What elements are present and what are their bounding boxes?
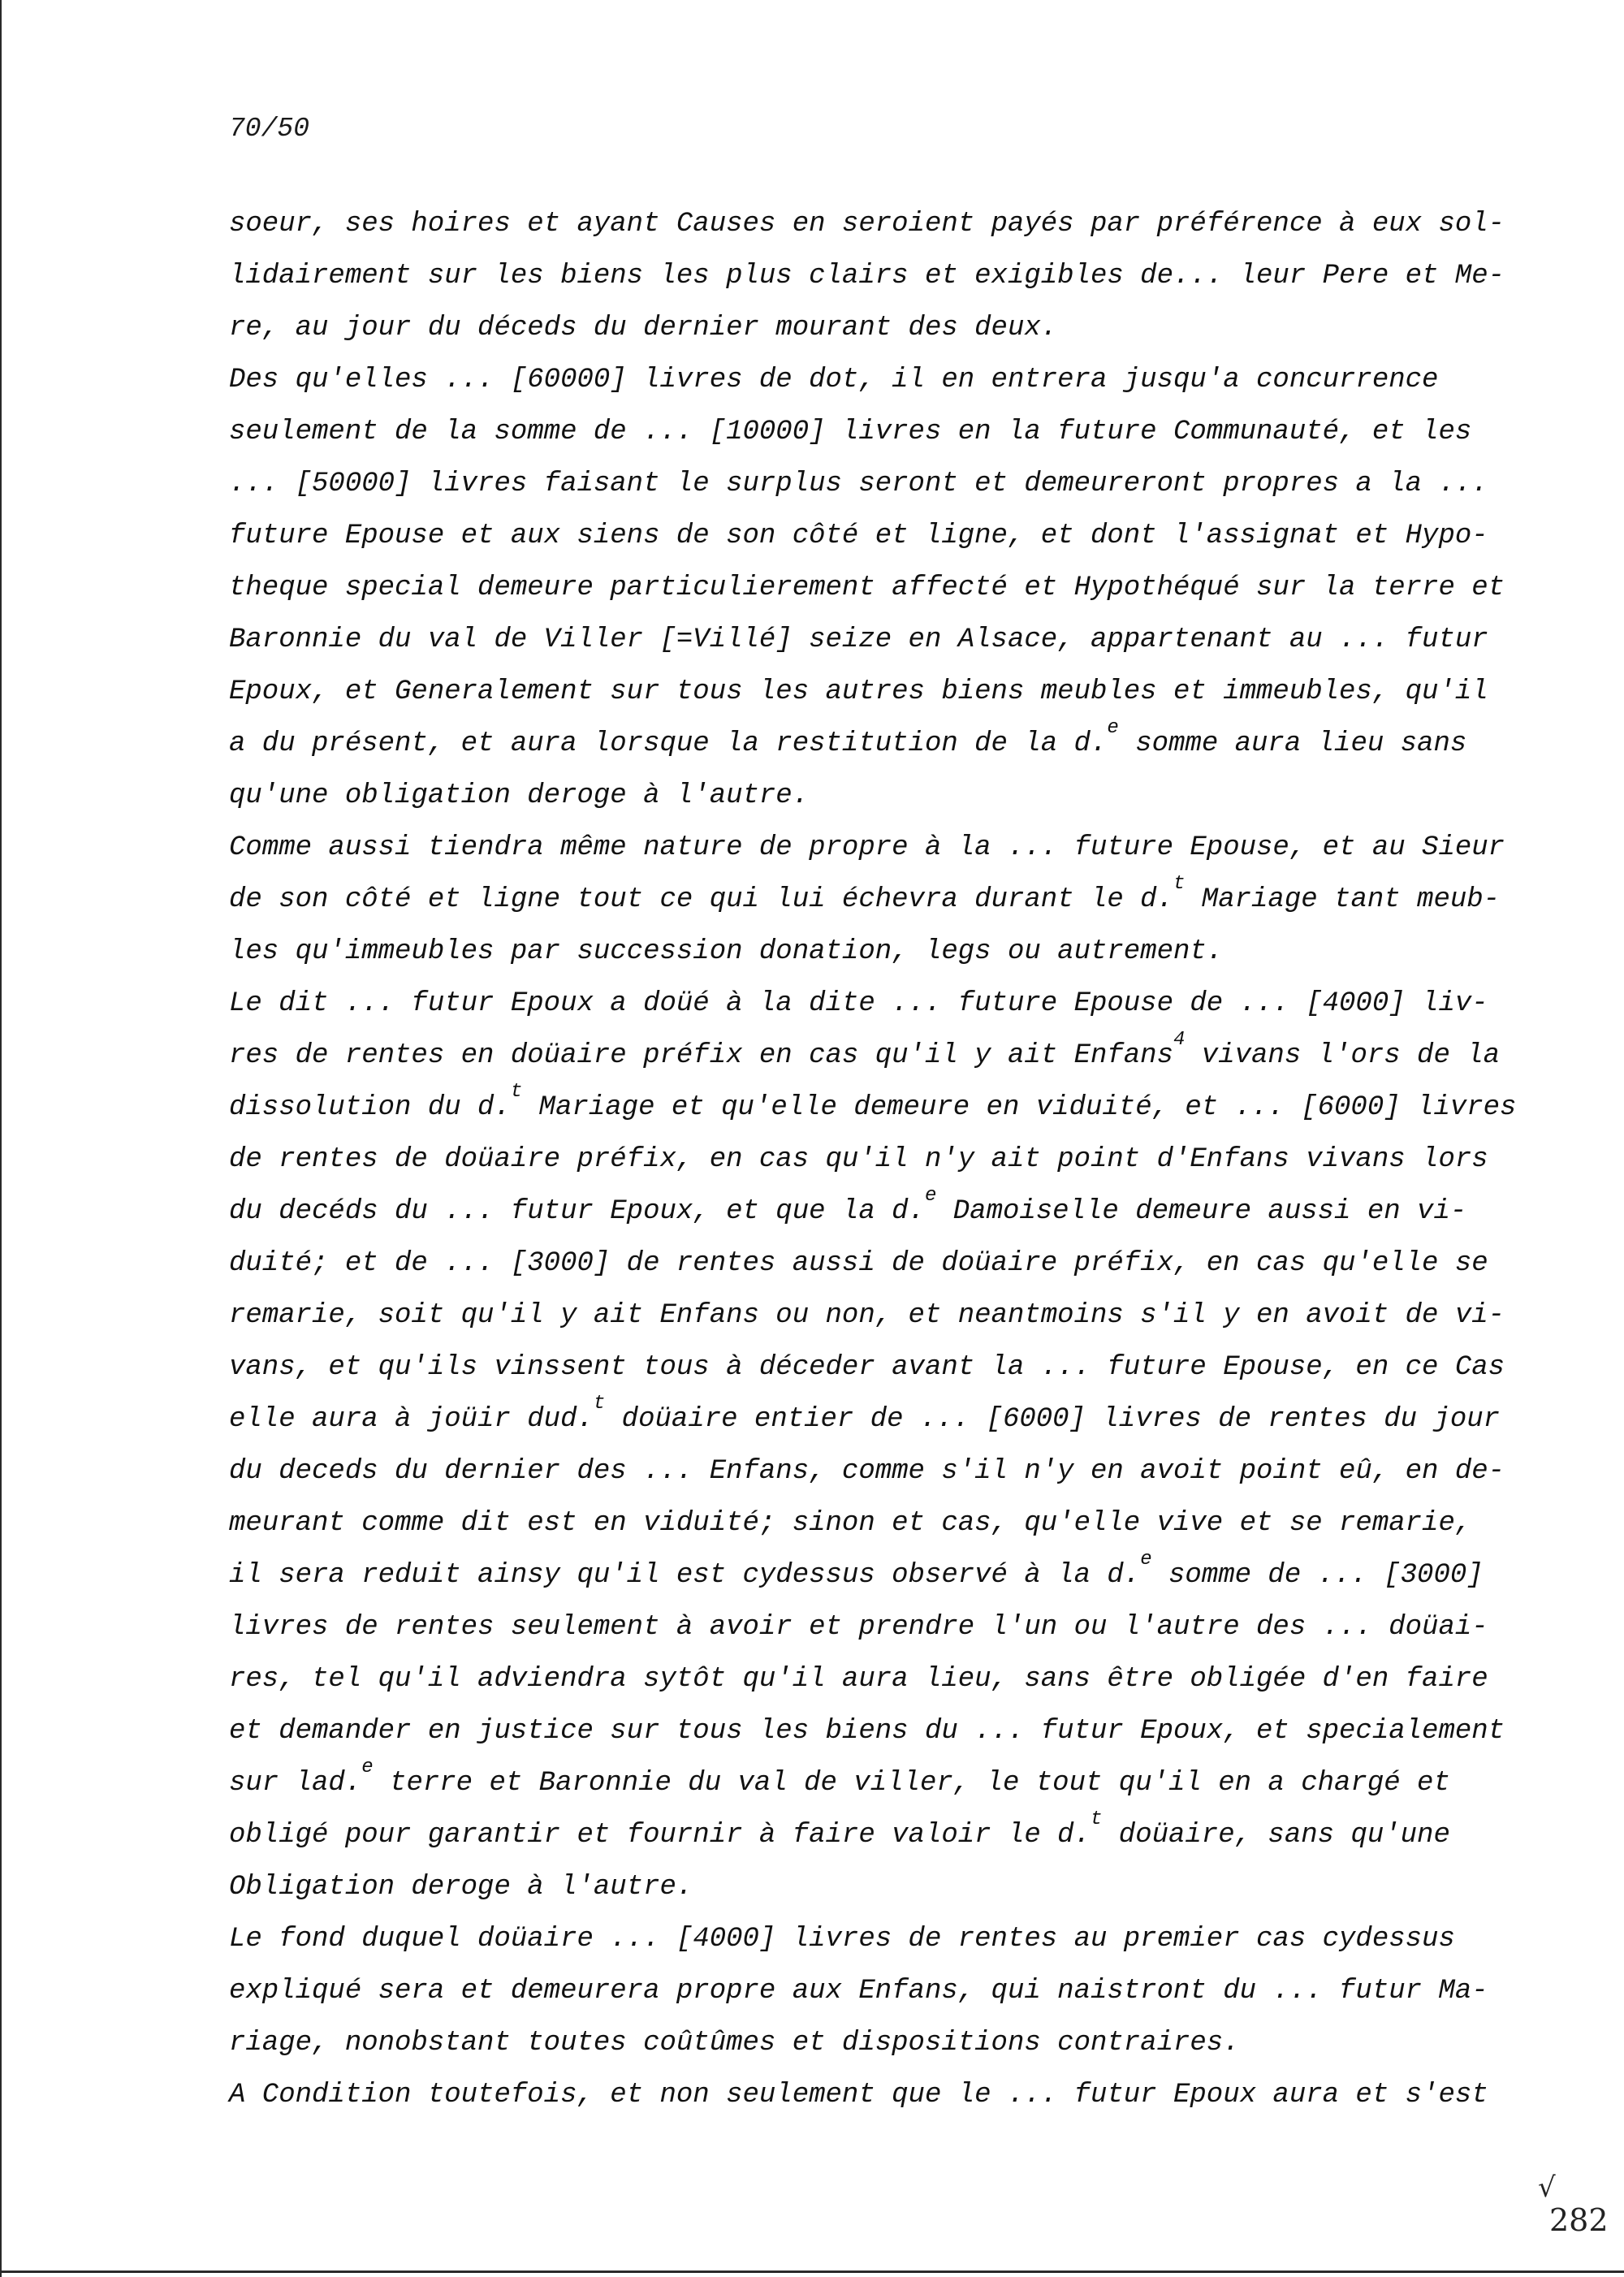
line-segment: doüaire entier de ... [6000] livres de rentes du jour <box>605 1404 1501 1435</box>
line-segment: qu'une obligation deroge à l'autre. <box>229 780 810 811</box>
text-line <box>229 1186 1528 1238</box>
superscript-abbreviation: t <box>1090 1808 1103 1830</box>
text-line <box>229 1030 1528 1082</box>
text-line <box>229 770 1528 822</box>
line-segment: les qu'immeubles par succession donation, legs ou autrement. <box>229 936 1224 967</box>
line-segment: Epoux, et Generalement sur tous les autres biens meubles et immeubles, qu'il <box>229 676 1488 707</box>
superscript-abbreviation: e <box>361 1756 374 1778</box>
text-line <box>229 1861 1528 1913</box>
text-line <box>229 1082 1528 1134</box>
text-line <box>229 2069 1528 2121</box>
text-line <box>229 1601 1528 1653</box>
line-segment: du deceds du dernier des ... Enfans, comme s'il n'y en avoit point eû, en de- <box>229 1456 1505 1487</box>
text-line <box>229 1445 1528 1497</box>
text-line <box>229 1965 1528 2017</box>
text-line <box>229 302 1528 354</box>
text-line <box>229 1913 1528 1965</box>
line-segment: Le fond duquel doüaire ... [4000] livres de rentes au premier cas cydessus <box>229 1924 1455 1955</box>
text-line <box>229 614 1528 666</box>
text-line <box>229 666 1528 718</box>
line-segment: dissolution du d. <box>229 1092 511 1123</box>
line-segment: Damoiselle demeure aussi en vi- <box>936 1196 1467 1227</box>
text-line <box>229 1290 1528 1342</box>
text-line <box>229 198 1528 250</box>
line-segment: res, tel qu'il adviendra sytôt qu'il aura lieu, sans être obligée d'en faire <box>229 1664 1488 1695</box>
superscript-abbreviation: e <box>1140 1549 1152 1571</box>
transcription-body <box>229 198 1528 2121</box>
text-line <box>229 1653 1528 1705</box>
line-segment: de son côté et ligne tout ce qui lui échevra durant le d. <box>229 884 1173 915</box>
line-segment: a du présent, et aura lorsque la restitution de la d. <box>229 728 1108 759</box>
text-line <box>229 1809 1528 1861</box>
line-segment: ... [50000] livres faisant le surplus seront et demeureront propres a la ... <box>229 469 1488 499</box>
archive-folio-number: 282 <box>1549 2202 1609 2238</box>
page-bottom-edge <box>2 2271 1624 2273</box>
line-segment: et demander en justice sur tous les biens du ... futur Epoux, et specialement <box>229 1716 1505 1747</box>
line-segment: res de rentes en doüaire préfix en cas qu'il y ait Enfans <box>229 1040 1173 1071</box>
line-segment: duité; et de ... [3000] de rentes aussi de doüaire préfix, en cas qu'elle se <box>229 1248 1488 1279</box>
superscript-abbreviation: 4 <box>1173 1029 1186 1051</box>
line-segment: vans, et qu'ils vinssent tous à déceder avant la ... future Epouse, en ce Cas <box>229 1352 1505 1383</box>
line-segment: Obligation deroge à l'autre. <box>229 1872 693 1903</box>
line-segment: A Condition toutefois, et non seulement que le ... futur Epoux aura et s'est <box>229 2080 1488 2111</box>
line-segment: lidairement sur les biens les plus clairs et exigibles de... leur Pere et Me- <box>229 261 1505 292</box>
line-segment: vivans l'ors de la <box>1185 1040 1501 1071</box>
superscript-abbreviation: t <box>510 1081 523 1103</box>
text-line <box>229 510 1528 562</box>
line-segment: Comme aussi tiendra même nature de propre à la ... future Epouse, et au Sieur <box>229 832 1505 863</box>
text-line <box>229 926 1528 978</box>
line-segment: expliqué sera et demeurera propre aux Enfans, qui naistront du ... futur Ma- <box>229 1976 1488 2007</box>
line-segment: soeur, ses hoires et ayant Causes en seroient payés par préférence à eux sol- <box>229 209 1505 240</box>
page-number: 70/50 <box>229 114 310 144</box>
check-mark-icon: √ <box>1538 2171 1556 2204</box>
line-segment: remarie, soit qu'il y ait Enfans ou non, et neantmoins s'il y en avoit de vi- <box>229 1300 1505 1331</box>
line-segment: future Epouse et aux siens de son côté et ligne, et dont l'assignat et Hypo- <box>229 521 1488 551</box>
line-segment: il sera reduit ainsy qu'il est cydessus observé à la d. <box>229 1560 1141 1591</box>
line-segment: sur lad. <box>229 1768 362 1799</box>
text-line <box>229 354 1528 406</box>
superscript-abbreviation: t <box>593 1393 606 1415</box>
text-line <box>229 562 1528 614</box>
superscript-abbreviation: t <box>1173 873 1186 895</box>
line-segment: seulement de la somme de ... [10000] livres en la future Communauté, et les <box>229 417 1472 447</box>
text-line <box>229 1238 1528 1290</box>
text-line <box>229 1549 1528 1601</box>
line-segment: doüaire, sans qu'une <box>1102 1820 1450 1851</box>
text-line <box>229 1342 1528 1393</box>
line-segment: Des qu'elles ... [60000] livres de dot, il en entrera jusqu'a concurrence <box>229 365 1439 395</box>
line-segment: re, au jour du déceds du dernier mourant des deux. <box>229 313 1058 343</box>
text-line <box>229 718 1528 770</box>
line-segment: terre et Baronnie du val de viller, le tout qu'il en a chargé et <box>373 1768 1450 1799</box>
text-line <box>229 250 1528 302</box>
text-line <box>229 978 1528 1030</box>
superscript-abbreviation: e <box>924 1185 937 1207</box>
text-line <box>229 1705 1528 1757</box>
line-segment: Le dit ... futur Epoux a doüé à la dite ... future Epouse de ... [4000] liv- <box>229 988 1488 1019</box>
text-line <box>229 822 1528 874</box>
line-segment: du decéds du ... futur Epoux, et que la d. <box>229 1196 925 1227</box>
text-line <box>229 2017 1528 2069</box>
text-line <box>229 1393 1528 1445</box>
line-segment: meurant comme dit est en viduité; sinon et cas, qu'elle vive et se remarie, <box>229 1508 1472 1539</box>
line-segment: theque special demeure particulierement affecté et Hypothéqué sur la terre et <box>229 572 1505 603</box>
line-segment: somme aura lieu sans <box>1118 728 1467 759</box>
line-segment: Baronnie du val de Viller [=Villé] seize en Alsace, appartenant au ... futur <box>229 624 1488 655</box>
line-segment: de rentes de doüaire préfix, en cas qu'il n'y ait point d'Enfans vivans lors <box>229 1144 1488 1175</box>
line-segment: Mariage tant meub- <box>1185 884 1501 915</box>
superscript-abbreviation: e <box>1107 717 1119 739</box>
line-segment: Mariage et qu'elle demeure en viduité, et ... [6000] livres <box>522 1092 1517 1123</box>
line-segment: somme de ... [3000] <box>1151 1560 1484 1591</box>
text-line <box>229 874 1528 926</box>
line-segment: livres de rentes seulement à avoir et prendre l'un ou l'autre des ... doüai- <box>229 1612 1488 1643</box>
line-segment: elle aura à joüir dud. <box>229 1404 594 1435</box>
text-line <box>229 1497 1528 1549</box>
text-line <box>229 1134 1528 1186</box>
text-line <box>229 1757 1528 1809</box>
text-line <box>229 406 1528 458</box>
text-line <box>229 458 1528 510</box>
line-segment: riage, nonobstant toutes coûtûmes et dispositions contraires. <box>229 2028 1240 2059</box>
line-segment: obligé pour garantir et fournir à faire valoir le d. <box>229 1820 1091 1851</box>
